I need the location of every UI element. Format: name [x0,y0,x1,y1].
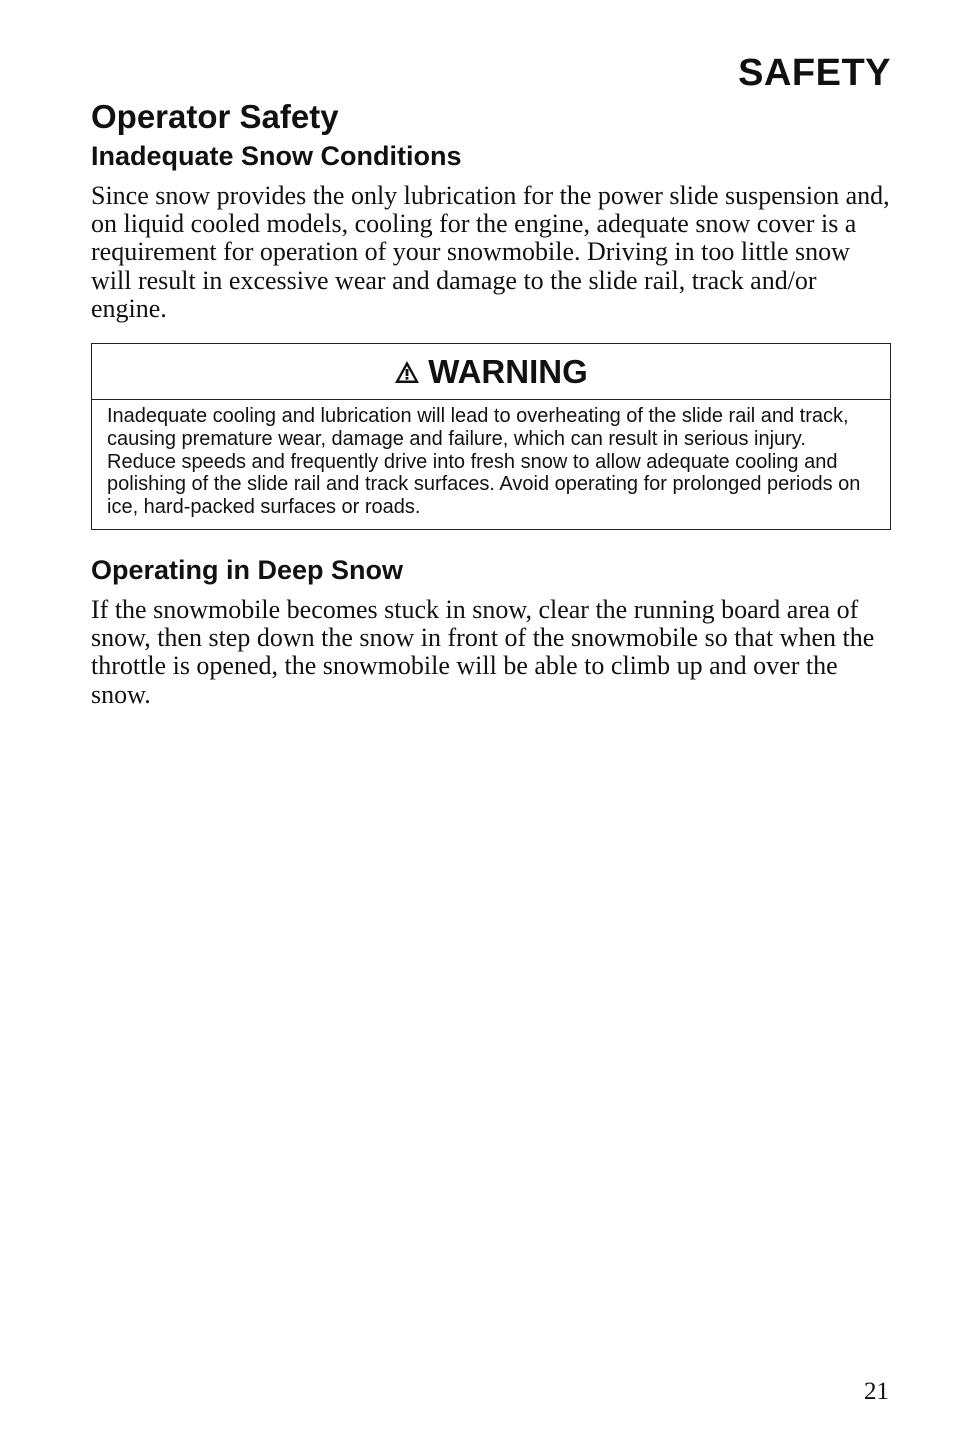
manual-page [91,0,891,1454]
section-heading-deep-snow: Operating in Deep Snow [91,555,404,585]
warning-text: Inadequate cooling and lubrication will lead to overheating of the slide rail and track, causing premature wear, damage and failure, which can result in serious injury. Reduce speeds and frequently drive into fresh snow to allow adequate cooling and polishing of the slide rail and track surfaces. Avoid operating for prolonged periods on ice, hard-packed surfaces or roads. [107,405,861,519]
warning-triangle-icon [394,360,420,384]
section-title: SAFETY [738,52,891,94]
page-title: Operator Safety [91,98,339,135]
section-body-snow-conditions: Since snow provides the only lubrication for the power slide suspension and, on liquid cooled models, cooling for the engine, adequate snow cover is a requirement for operation of your snowmobile. Driving in too little snow will result in excessive wear and damage to the slide rail, track and/or engine. [91,181,890,323]
section-body-deep-snow: If the snowmobile becomes stuck in snow, clear the running board area of snow, then step down the snow in front of the snowmobile so that when the throttle is opened, the snowmobile will be able to climb up and over the snow. [91,595,875,709]
warning-label: WARNING [428,352,588,390]
warning-header [92,344,890,400]
section-heading-snow-conditions: Inadequate Snow Conditions [91,141,462,171]
page-number: 21 [864,1378,889,1405]
warning-box [91,343,891,530]
